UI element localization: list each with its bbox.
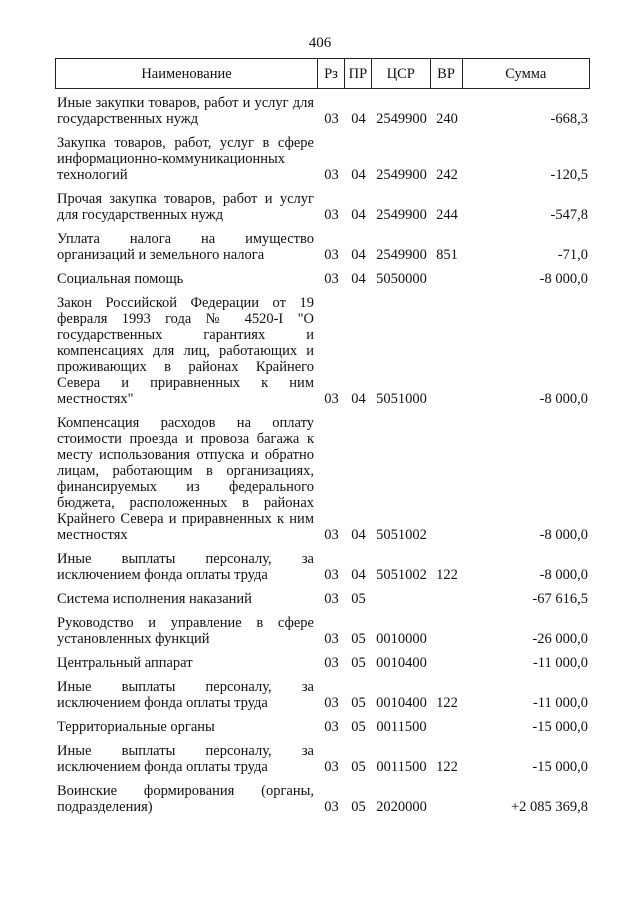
row-sum: -8 000,0 (539, 391, 588, 407)
table-row (55, 719, 590, 735)
row-pr: 04 (351, 111, 366, 127)
row-name: Социальная помощь (57, 271, 184, 287)
row-vr: 122 (436, 759, 458, 775)
table-row (55, 231, 590, 263)
row-name: Компенсация расходов на оплату стоимости проезда и провоза багажа к месту использования отпуска и обратно лицам, работающим в организациях, финансируемых из федерального бюджета, расположенных в районах Крайнего Севера и приравненных к ним местностях (57, 415, 314, 543)
row-pr: 05 (351, 719, 366, 735)
table-row (55, 591, 590, 607)
row-vr: 122 (436, 567, 458, 583)
row-name: Иные выплаты персоналу, за исключением фонда оплаты труда (57, 551, 314, 583)
table-row (55, 783, 590, 815)
table-row (55, 135, 590, 183)
row-pr: 04 (351, 247, 366, 263)
row-rz: 03 (324, 391, 339, 407)
table-row (55, 551, 590, 583)
table-row (55, 615, 590, 647)
row-vr: 240 (436, 111, 458, 127)
table-row (55, 679, 590, 711)
row-rz: 03 (324, 207, 339, 223)
row-name: Руководство и управление в сфере установленных функций (57, 615, 314, 647)
header-csr: ЦСР (372, 59, 431, 88)
row-csr: 0010000 (376, 631, 427, 647)
header-vr: ВР (431, 59, 463, 88)
row-name: Иные закупки товаров, работ и услуг для государственных нужд (57, 95, 314, 127)
row-rz: 03 (324, 247, 339, 263)
row-rz: 03 (324, 167, 339, 183)
row-pr: 04 (351, 207, 366, 223)
row-pr: 05 (351, 759, 366, 775)
table-body (55, 95, 590, 815)
row-sum: -120,5 (550, 167, 588, 183)
row-sum: -8 000,0 (539, 567, 588, 583)
row-vr: 244 (436, 207, 458, 223)
row-name: Уплата налога на имущество организаций и земельного налога (57, 231, 314, 263)
row-csr: 5051000 (376, 391, 427, 407)
row-rz: 03 (324, 591, 339, 607)
row-sum: -67 616,5 (532, 591, 588, 607)
row-sum: -26 000,0 (532, 631, 588, 647)
row-name: Прочая закупка товаров, работ и услуг для государственных нужд (57, 191, 314, 223)
row-name: Воинские формирования (органы, подразделения) (57, 783, 314, 815)
row-sum: -8 000,0 (539, 527, 588, 543)
table-row (55, 95, 590, 127)
row-rz: 03 (324, 527, 339, 543)
row-rz: 03 (324, 271, 339, 287)
header-rz: Рз (318, 59, 345, 88)
table-row (55, 271, 590, 287)
row-sum: -15 000,0 (532, 759, 588, 775)
row-name: Закон Российской Федерации от 19 февраля 1993 года № 4520-I "О государственных гарантиях и компенсациях для лиц, работающих и проживающих в районах Крайнего Севера и приравненных к ним местностях" (57, 295, 314, 407)
row-rz: 03 (324, 111, 339, 127)
row-csr: 2549900 (376, 207, 427, 223)
row-vr: 851 (436, 247, 458, 263)
table-row (55, 743, 590, 775)
row-csr: 2549900 (376, 111, 427, 127)
row-rz: 03 (324, 759, 339, 775)
row-csr: 5051002 (376, 567, 427, 583)
table-row (55, 191, 590, 223)
row-name: Территориальные органы (57, 719, 215, 735)
row-csr: 2020000 (376, 799, 427, 815)
row-csr: 2549900 (376, 247, 427, 263)
row-name: Иные выплаты персоналу, за исключением фонда оплаты труда (57, 743, 314, 775)
row-pr: 05 (351, 631, 366, 647)
row-name: Иные выплаты персоналу, за исключением фонда оплаты труда (57, 679, 314, 711)
row-name: Центральный аппарат (57, 655, 193, 671)
row-rz: 03 (324, 567, 339, 583)
row-sum: -8 000,0 (539, 271, 588, 287)
row-pr: 05 (351, 591, 366, 607)
table-row (55, 655, 590, 671)
budget-table (55, 58, 590, 815)
row-csr: 5051002 (376, 527, 427, 543)
row-pr: 05 (351, 695, 366, 711)
row-pr: 05 (351, 799, 366, 815)
header-pr: ПР (345, 59, 372, 88)
row-pr: 04 (351, 527, 366, 543)
row-sum: -71,0 (557, 247, 588, 263)
row-sum: +2 085 369,8 (510, 799, 588, 815)
row-sum: -668,3 (550, 111, 588, 127)
row-rz: 03 (324, 655, 339, 671)
header-name: Наименование (56, 59, 318, 88)
table-header (55, 58, 590, 89)
page-number: 406 (308, 35, 332, 51)
row-csr: 0011500 (376, 759, 427, 775)
row-pr: 04 (351, 391, 366, 407)
row-rz: 03 (324, 695, 339, 711)
row-rz: 03 (324, 799, 339, 815)
row-sum: -11 000,0 (532, 655, 588, 671)
row-name: Закупка товаров, работ, услуг в сфере информационно-коммуникационных технологий (57, 135, 314, 183)
row-vr: 122 (436, 695, 458, 711)
table-row (55, 415, 590, 543)
row-sum: -11 000,0 (532, 695, 588, 711)
row-pr: 04 (351, 567, 366, 583)
header-sum: Сумма (505, 65, 547, 82)
row-pr: 04 (351, 167, 366, 183)
table-row (55, 295, 590, 407)
row-name: Система исполнения наказаний (57, 591, 252, 607)
row-csr: 0011500 (376, 719, 427, 735)
row-vr: 242 (436, 167, 458, 183)
row-sum: -547,8 (550, 207, 588, 223)
row-csr: 0010400 (376, 695, 427, 711)
row-rz: 03 (324, 631, 339, 647)
row-csr: 2549900 (376, 167, 427, 183)
row-pr: 04 (351, 271, 366, 287)
row-sum: -15 000,0 (532, 719, 588, 735)
row-csr: 0010400 (376, 655, 427, 671)
row-pr: 05 (351, 655, 366, 671)
row-rz: 03 (324, 719, 339, 735)
row-csr: 5050000 (376, 271, 427, 287)
